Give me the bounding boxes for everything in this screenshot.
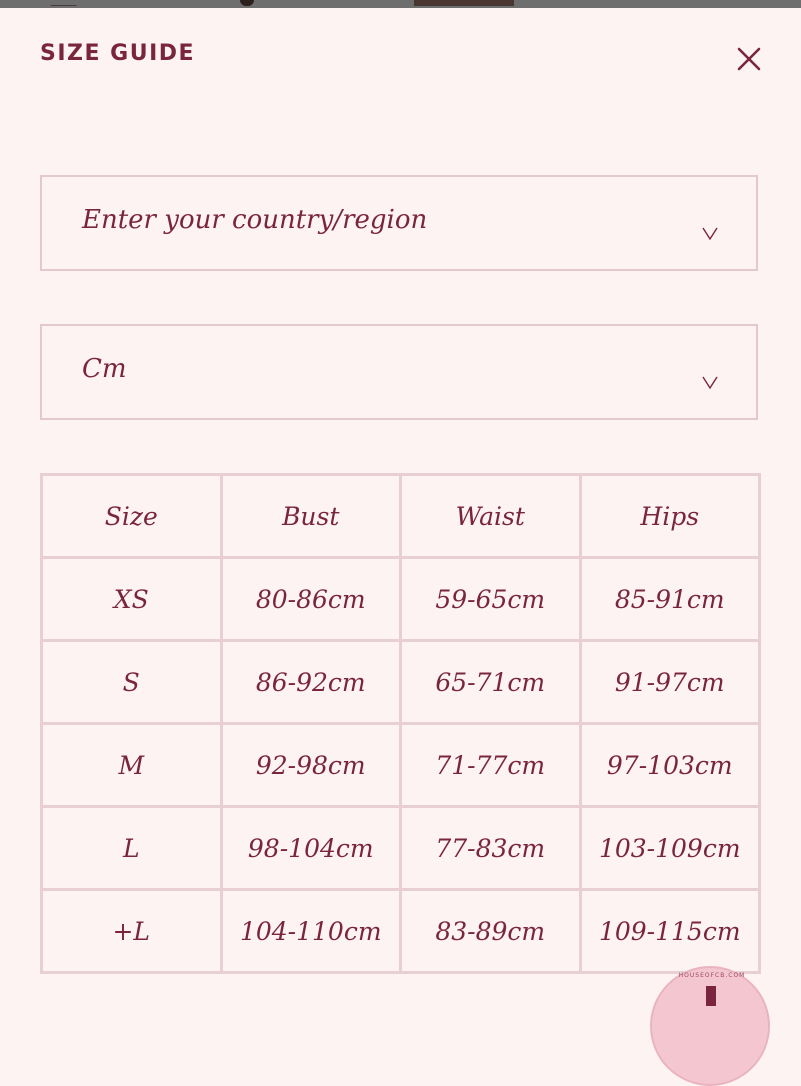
brand-badge-button[interactable] [650, 966, 770, 1086]
badge-logo-mark [706, 986, 716, 1006]
country-region-select-value: Enter your country/region [82, 205, 428, 235]
unit-select[interactable] [40, 324, 758, 420]
cell-hips: 97-103cm [580, 724, 760, 807]
close-button[interactable] [734, 44, 764, 74]
cell-waist: 59-65cm [401, 558, 581, 641]
header-size: Size [42, 475, 222, 558]
table-row [42, 558, 760, 641]
background-image-fragment [50, 0, 79, 6]
cell-bust: 98-104cm [221, 807, 401, 890]
cell-hips: 85-91cm [580, 558, 760, 641]
background-image-fragment [240, 0, 254, 6]
header-waist: Waist [401, 475, 581, 558]
cell-waist: 71-77cm [401, 724, 581, 807]
cell-waist: 83-89cm [401, 890, 581, 973]
cell-bust: 86-92cm [221, 641, 401, 724]
cell-hips: 109-115cm [580, 890, 760, 973]
close-icon [734, 44, 764, 74]
cell-size: +L [42, 890, 222, 973]
header-hips: Hips [580, 475, 760, 558]
cell-size: M [42, 724, 222, 807]
cell-bust: 80-86cm [221, 558, 401, 641]
cell-bust: 104-110cm [221, 890, 401, 973]
cell-size: S [42, 641, 222, 724]
cell-hips: 91-97cm [580, 641, 760, 724]
size-chart-table [40, 473, 761, 974]
cell-waist: 65-71cm [401, 641, 581, 724]
chevron-down-icon [702, 374, 718, 390]
table-row [42, 807, 760, 890]
cell-hips: 103-109cm [580, 807, 760, 890]
country-region-select[interactable] [40, 175, 758, 271]
table-header-row [42, 475, 760, 558]
chevron-down-icon [702, 225, 718, 241]
badge-text: HOUSEOFCB.COM [678, 972, 746, 979]
cell-bust: 92-98cm [221, 724, 401, 807]
header-bust: Bust [221, 475, 401, 558]
table-row [42, 641, 760, 724]
table-row [42, 890, 760, 973]
background-image-fragment [414, 0, 514, 6]
cell-waist: 77-83cm [401, 807, 581, 890]
cell-size: L [42, 807, 222, 890]
unit-select-value: Cm [82, 354, 127, 384]
table-row [42, 724, 760, 807]
background-page-strip [0, 0, 801, 8]
modal-title: SIZE GUIDE [40, 41, 196, 66]
cell-size: XS [42, 558, 222, 641]
